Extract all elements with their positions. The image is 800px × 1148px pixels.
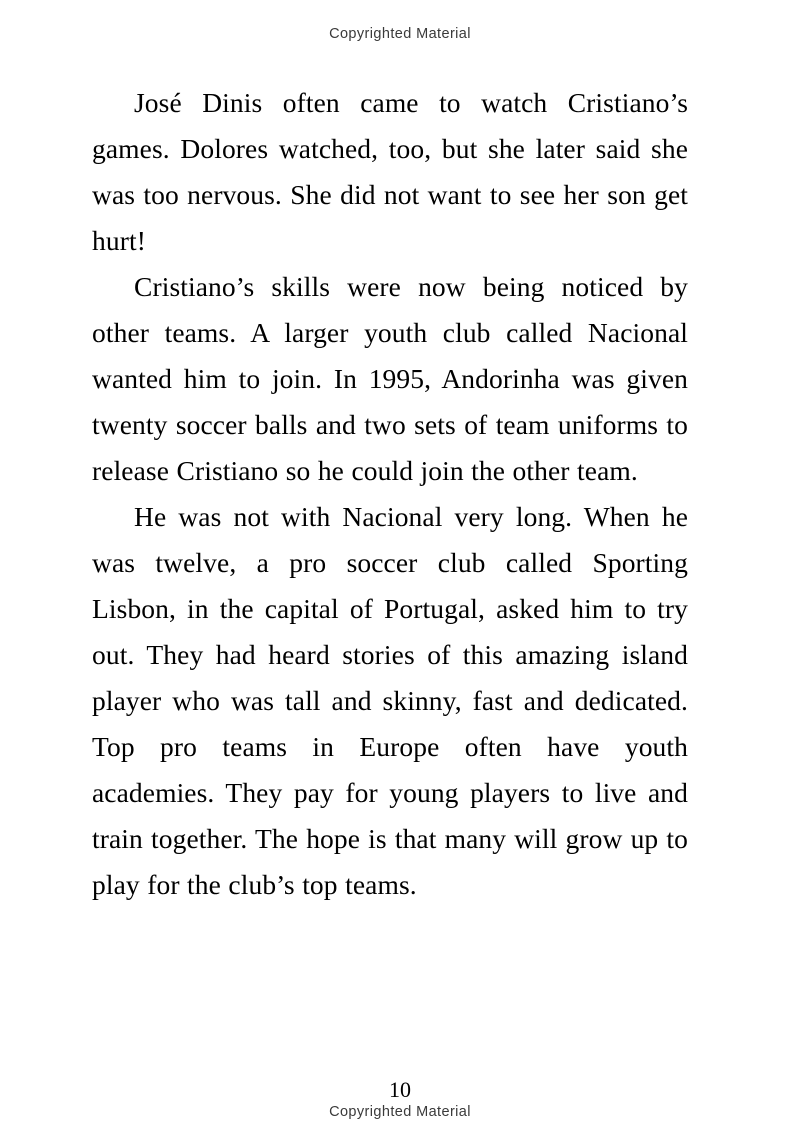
page-body-text xyxy=(92,80,688,908)
copyright-watermark-bottom: Copyrighted Material xyxy=(329,1104,471,1120)
paragraph: He was not with Nacional very long. When he was twelve, a pro soccer club called Sporting Lisbon, in the capital of Portugal, asked him to try out. They had heard stories of this amazing island player who was tall and skinny, fast and dedicated. Top pro teams in Europe often have youth academies. They pay for young players to live and train together. The hope is that many will grow up to play for the club’s top teams. xyxy=(92,501,688,900)
copyright-watermark-top: Copyrighted Material xyxy=(329,26,471,42)
page-number: 10 xyxy=(389,1077,411,1102)
paragraph: José Dinis often came to watch Cristiano’s games. Dolores watched, too, but she later said she was too nervous. She did not want to see her son get hurt! xyxy=(92,87,688,256)
paragraph: Cristiano’s skills were now being noticed by other teams. A larger youth club called Nacional wanted him to join. In 1995, Andorinha was given twenty soccer balls and two sets of team uniforms to release Cristiano so he could join the other team. xyxy=(92,271,688,486)
